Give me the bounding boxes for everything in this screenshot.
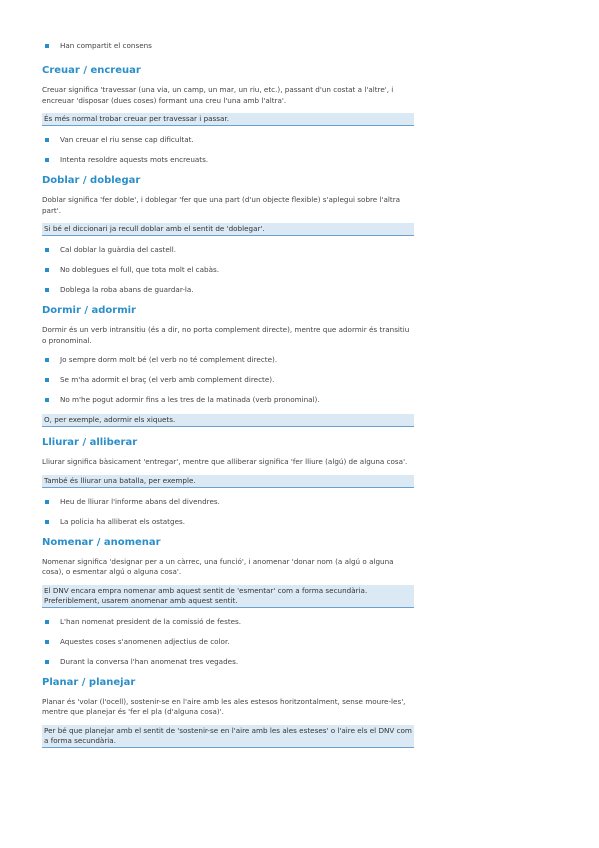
bullet-square-icon [45, 640, 49, 644]
bullet-square-icon [45, 158, 49, 162]
bullet-square-icon [45, 268, 49, 272]
list-item-text: Van creuar el riu sense cap dificultat. [60, 135, 194, 144]
list-item [42, 265, 414, 275]
section-paragraph: Dormir és un verb intransitiu (és a dir, no porta complement directe), mentre que adormir és transitiu o pronominal. [42, 325, 410, 345]
list-item [42, 617, 414, 627]
list-item [42, 637, 414, 647]
section-title: Planar / planejar [42, 676, 136, 688]
section-doblar [42, 174, 414, 295]
list-item-text: Se m'ha adormit el braç (el verb amb complement directe). [60, 375, 275, 384]
section-title: Nomenar / anomenar [42, 536, 161, 548]
list-item [42, 155, 414, 165]
list-item-text: Aquestes coses s'anomenen adjectius de color. [60, 636, 230, 646]
list-item [42, 41, 414, 51]
list-item-text: Durant la conversa l'han anomenat tres vegades. [60, 656, 239, 666]
section-note: Si bé el diccionari ja recull doblar amb el sentit de 'doblegar'. [42, 223, 414, 236]
list-item [42, 395, 414, 405]
list-item-text: Heu de lliurar l'informe abans del divendres. [60, 496, 220, 506]
section-nomenar [42, 536, 414, 667]
list-item [42, 245, 414, 255]
bullet-square-icon [45, 248, 49, 252]
section-note: També és lliurar una batalla, per exemple. [42, 475, 414, 488]
bullet-square-icon [45, 378, 49, 382]
bullet-square-icon [45, 660, 49, 664]
list-item-text: Cal doblar la guàrdia del castell. [60, 245, 177, 254]
list-item-text: No m'he pogut adormir fins a les tres de la matinada (verb pronominal). [60, 395, 320, 404]
section-dormir [42, 304, 414, 427]
section-creuar [42, 64, 414, 165]
section-note: Per bé que planejar amb el sentit de 'sostenir-se en l'aire amb les ales esteses' o l'aire els el DNV com a forma secundària. [42, 725, 414, 748]
list-item [42, 517, 414, 527]
bullet-square-icon [45, 520, 49, 524]
bullet-square-icon [45, 44, 49, 48]
list-item [42, 375, 414, 385]
list-item-text: Han compartit el consens [60, 41, 152, 50]
bullet-square-icon [45, 358, 49, 362]
list-item [42, 355, 414, 365]
list-item-text: No doblegues el full, que tota molt el cabàs. [60, 265, 220, 274]
section-title: Dormir / adormir [42, 305, 136, 316]
section-paragraph: Doblar significa 'fer doble', i doblegar 'fer que una part (d'un objecte flexible) s'aplegui sobre l'altra part'. [42, 195, 401, 215]
list-item [42, 657, 414, 667]
list-item [42, 497, 414, 507]
bullet-square-icon [45, 138, 49, 142]
section-title: Lliurar / alliberar [42, 437, 138, 448]
section-note: El DNV encara empra nomenar amb aquest sentit de 'esmentar' com a forma secundària. Preferiblement, usarem anomenar amb aquest sentit. [42, 585, 414, 608]
list-item [42, 135, 414, 145]
section-title: Creuar / encreuar [42, 65, 141, 76]
list-item-text: L'han nomenat president de la comissió de festes. [60, 616, 242, 626]
section-paragraph: Nomenar significa 'designar per a un càrrec, una funció', i anomenar 'donar nom (a algú o alguna cosa), o esmentar algú o alguna cosa'. [42, 556, 394, 576]
bullet-square-icon [45, 500, 49, 504]
section-note: És més normal trobar creuar per travessar i passar. [42, 113, 414, 126]
list-item-text: La policia ha alliberat els ostatges. [60, 516, 186, 526]
section-paragraph: Planar és 'volar (l'ocell), sostenir-se en l'aire amb les ales estesos horitzontalment, sense moure-les', mentre que planejar és 'fer el pla (d'alguna cosa)'. [42, 696, 406, 716]
bullet-square-icon [45, 620, 49, 624]
list-item-text: Doblega la roba abans de guardar-la. [60, 285, 194, 294]
list-item [42, 285, 414, 295]
section-lliurar [42, 436, 414, 527]
list-item-text: Intenta resoldre aquests mots encreuats. [60, 155, 209, 164]
section-note: O, per exemple, adormir els xiquets. [42, 414, 414, 427]
section-planar [42, 676, 414, 748]
top-bullet-list [42, 41, 414, 51]
document-page [42, 38, 414, 748]
bullet-square-icon [45, 288, 49, 292]
bullet-square-icon [45, 398, 49, 402]
section-paragraph: Creuar significa 'travessar (una via, un camp, un mar, un riu, etc.), passant d'un costat a l'altre', i encreuar 'disposar (dues coses) formant una creu l'una amb l'altra'. [42, 85, 394, 105]
list-item-text: Jo sempre dorm molt bé (el verb no té complement directe). [60, 355, 278, 364]
section-paragraph: Lliurar significa bàsicament 'entregar', mentre que alliberar significa 'fer lliure (algú) de alguna cosa'. [42, 457, 408, 466]
section-title: Doblar / doblegar [42, 175, 141, 186]
